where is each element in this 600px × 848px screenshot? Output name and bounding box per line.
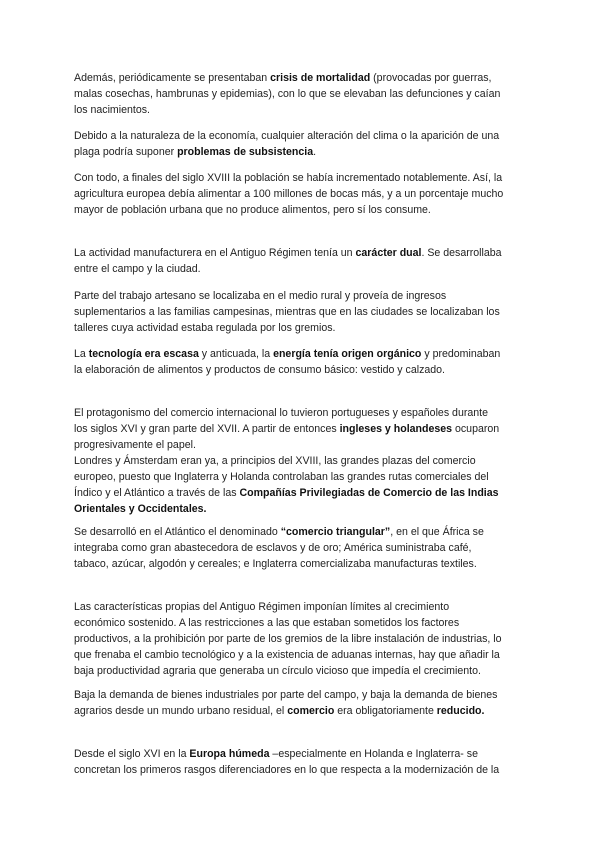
paragraph-poblacion [74, 170, 526, 218]
text-run: concretan los primeros rasgos diferenciadores en lo que respecta a la modernización de la [74, 764, 500, 776]
bold-text: carácter dual [355, 247, 422, 259]
text-run: suplementarios a las familias campesinas, mientras que en las ciudades se localizaban los [74, 306, 500, 318]
text-line [74, 405, 526, 421]
text-run: La actividad manufacturera en el Antiguo Régimen tenía un [74, 247, 356, 259]
text-run: ocuparon [452, 423, 500, 435]
text-line [74, 469, 526, 485]
text-run: talleres cuya actividad estaba regulada por los gremios. [74, 322, 336, 334]
paragraph-subsistencia [74, 128, 526, 160]
text-run: Índico y el Atlántico a través de las [74, 487, 240, 499]
bold-text: comercio [287, 705, 335, 717]
text-line [74, 421, 526, 437]
paragraph-comercio-internacional [74, 405, 526, 517]
bold-text: ingleses y holandeses [339, 423, 453, 435]
paragraph-europa-humeda [74, 746, 526, 778]
text-run: (provocadas por guerras, [370, 72, 492, 84]
paragraph-crisis [74, 70, 526, 118]
paragraph-tecnologia [74, 346, 526, 378]
bold-text: reducido. [436, 705, 485, 717]
text-run: europeo, puesto que Inglaterra y Holanda controlaban las grandes rutas comerciales del [74, 471, 489, 483]
text-run: baja productividad agraria que generaba un círculo vicioso que impedía el crecimiento. [74, 665, 481, 677]
bold-text: tecnología era escasa [88, 348, 199, 360]
text-run: económico sostenido. A las restricciones a las que estaban sometidos los factores [74, 617, 460, 629]
text-line [74, 524, 526, 540]
paragraph-baja-demanda [74, 687, 526, 719]
text-run: los siglos XVI y gran parte del XVII. A partir de entonces [74, 423, 340, 435]
text-run: productivos, a la prohibición por parte de los gremios de la libre instalación de industrias, lo [74, 633, 502, 645]
text-run: Parte del trabajo artesano se localizaba en el medio rural y proveía de ingresos [74, 290, 447, 302]
text-line [74, 501, 526, 517]
text-run: . [313, 146, 317, 158]
text-line [74, 647, 526, 663]
text-run: integraba como gran abastecedora de esclavos y de oro; América suministraba café, [74, 542, 472, 554]
text-run: agrarios desde un mundo urbano residual, el [74, 705, 288, 717]
text-line [74, 304, 526, 320]
text-run: era obligatoriamente [334, 705, 437, 717]
text-line [74, 663, 526, 679]
text-run: y anticuada, la [198, 348, 274, 360]
text-line [74, 288, 526, 304]
text-line [74, 453, 526, 469]
text-run: . Se desarrollaba [421, 247, 502, 259]
text-line [74, 320, 526, 336]
text-line [74, 615, 526, 631]
text-line [74, 362, 526, 378]
text-line [74, 556, 526, 572]
text-line [74, 186, 526, 202]
text-run: y predominaban [421, 348, 501, 360]
bold-text: problemas de subsistencia [177, 146, 314, 158]
text-line [74, 762, 526, 778]
text-line [74, 261, 526, 277]
bold-text: Compañías Privilegiadas de Comercio de las Indias [239, 487, 499, 499]
text-line [74, 170, 526, 186]
text-run: El protagonismo del comercio internacional lo tuvieron portugueses y españoles durante [74, 407, 488, 419]
text-run: mayor de población urbana que no produce alimentos, pero sí los consume. [74, 204, 431, 216]
bold-text: Orientales y Occidentales. [74, 503, 207, 515]
text-run: agricultura europea debía alimentar a 100 millones de bocas más, y a un porcentaje mucho [74, 188, 504, 200]
text-run: Londres y Ámsterdam eran ya, a principios del XVIII, las grandes plazas del comercio [74, 455, 476, 467]
text-line [74, 245, 526, 261]
text-line [74, 70, 526, 86]
paragraph-limites-crecimiento [74, 599, 526, 679]
text-line [74, 485, 526, 501]
text-line [74, 631, 526, 647]
text-line [74, 346, 526, 362]
paragraph-manufactura-dual [74, 245, 526, 277]
bold-text: energía tenía origen orgánico [273, 348, 422, 360]
paragraph-artesano [74, 288, 526, 336]
text-line [74, 128, 526, 144]
text-run: la elaboración de alimentos y productos de consumo básico: vestido y calzado. [74, 364, 445, 376]
bold-text: “comercio triangular” [280, 526, 391, 538]
text-run: Se desarrolló en el Atlántico el denominado [74, 526, 281, 538]
text-run: Con todo, a finales del siglo XVIII la población se había incrementado notablemente. Así, la [74, 172, 503, 184]
text-run: malas cosechas, hambrunas y epidemias), con lo que se elevaban las defunciones y caían [74, 88, 501, 100]
bold-text: crisis de mortalidad [270, 72, 371, 84]
text-run: , en el que África se [390, 526, 484, 538]
text-run: entre el campo y la ciudad. [74, 263, 201, 275]
text-run: plaga podría suponer [74, 146, 178, 158]
text-line [74, 437, 526, 453]
text-line [74, 144, 526, 160]
paragraph-comercio-triangular [74, 524, 526, 572]
text-run: Desde el siglo XVI en la [74, 748, 190, 760]
text-line [74, 687, 526, 703]
text-run: La [74, 348, 89, 360]
text-line [74, 703, 526, 719]
text-run: Además, periódicamente se presentaban [74, 72, 271, 84]
bold-text: Europa húmeda [189, 748, 270, 760]
text-line [74, 540, 526, 556]
text-run: progresivamente el papel. [74, 439, 196, 451]
text-run: que frenaba el cambio tecnológico y a la existencia de aduanas internas, hay que añadir la [74, 649, 500, 661]
text-run: Baja la demanda de bienes industriales por parte del campo, y baja la demanda de bienes [74, 689, 498, 701]
text-run: –especialmente en Holanda e Inglaterra- se [269, 748, 478, 760]
text-run: Debido a la naturaleza de la economía, cualquier alteración del clima o la aparición de una [74, 130, 500, 142]
text-line [74, 86, 526, 102]
text-run: los nacimientos. [74, 104, 150, 116]
text-run: tabaco, azúcar, algodón y cereales; e Inglaterra comercializaba manufacturas textiles. [74, 558, 477, 570]
text-line [74, 599, 526, 615]
text-run: Las características propias del Antiguo Régimen imponían límites al crecimiento [74, 601, 450, 613]
text-line [74, 102, 526, 118]
text-line [74, 746, 526, 762]
text-line [74, 202, 526, 218]
